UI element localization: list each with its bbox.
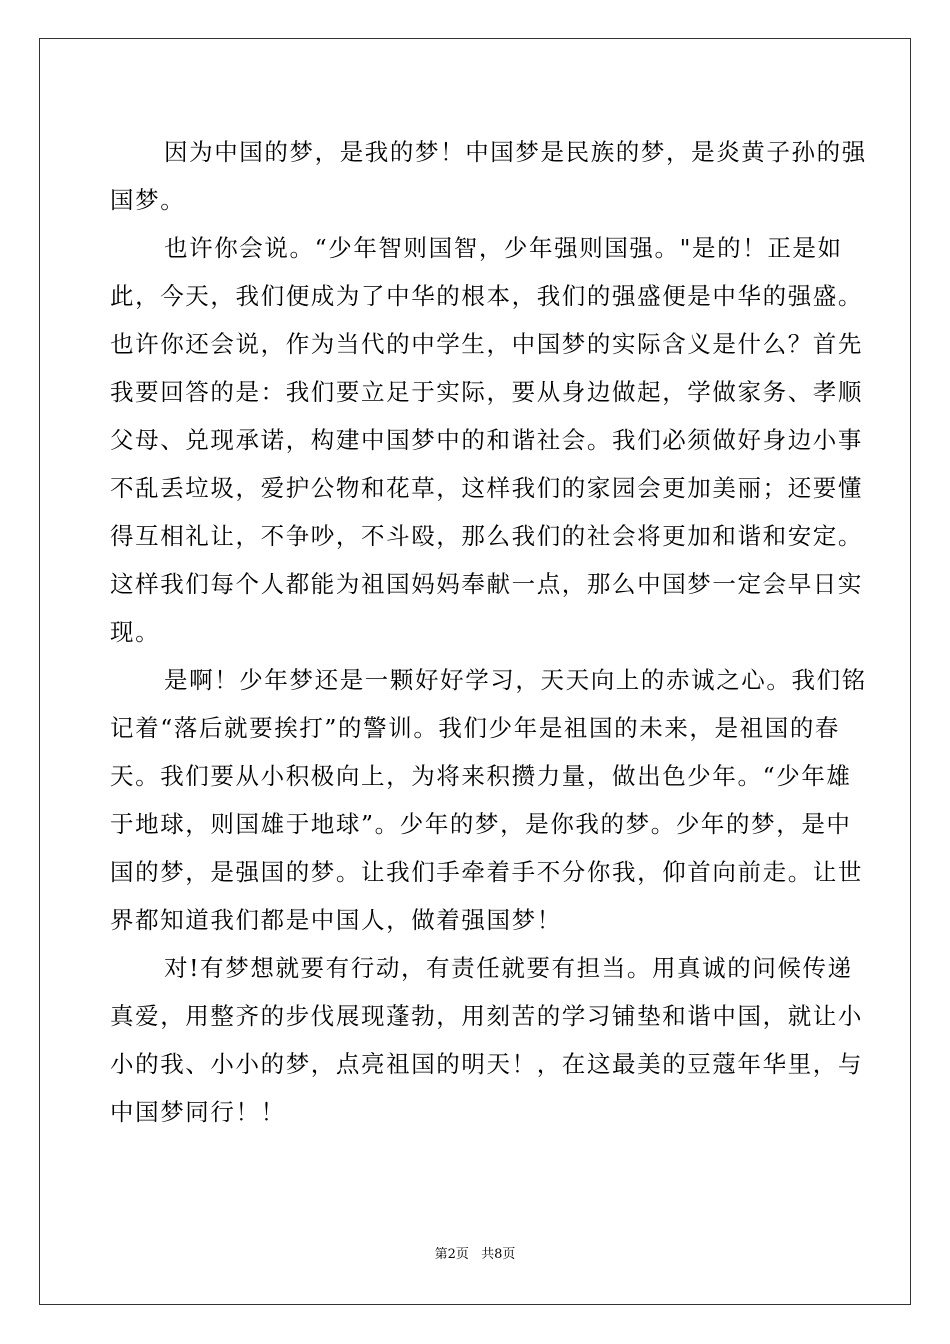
text-line: 此，今天，我们便成为了中华的根本，我们的强盛便是中华的强盛。 [110,282,863,310]
page-number: 第2页 [434,1247,469,1262]
document-body [110,128,867,1136]
text-line: 中国梦同行！！ [110,1098,286,1126]
paragraph-1 [110,128,867,224]
text-line: 因为中国的梦，是我的梦！中国梦是民族的梦，是炎黄子孙的强 [164,138,867,166]
text-line: 国梦。 [110,186,186,214]
text-line: 也许你还会说，作为当代的中学生，中国梦的实际含义是什么？首先 [110,330,863,358]
text-line: 天。我们要从小积极向上，为将来积攒力量，做出色少年。“少年雄 [110,762,852,790]
paragraph-3 [110,656,867,944]
text-line: 真爱，用整齐的步伐展现蓬勃，用刻苦的学习铺垫和谐中国，就让小 [110,1002,863,1030]
paragraph-4 [110,944,863,1136]
text-line: 父母、兑现承诺，构建中国梦中的和谐社会。我们必须做好身边小事 [110,426,863,454]
text-line: 这样我们每个人都能为祖国妈妈奉献一点，那么中国梦一定会早日实 [110,570,863,598]
text-line: 对!有梦想就要有行动，有责任就要有担当。用真诚的问候传递 [164,954,853,982]
paragraph-2 [110,224,863,656]
text-line: 现。 [110,618,161,646]
text-line: 界都知道我们都是中国人，做着强国梦！ [110,906,562,934]
text-line: 我要回答的是：我们要立足于实际，要从身边做起，学做家务、孝顺 [110,378,863,406]
text-line: 小的我、小小的梦，点亮祖国的明天！，在这最美的豆蔻年华里，与 [110,1050,863,1078]
text-line: 得互相礼让，不争吵，不斗殴，那么我们的社会将更加和谐和安定。 [110,522,863,550]
page-total: 共8页 [481,1247,516,1262]
text-line: 不乱丢垃圾，爱护公物和花草，这样我们的家园会更加美丽；还要懂 [110,474,863,502]
page-footer [0,1243,950,1262]
text-line: 于地球，则国雄于地球”。少年的梦，是你我的梦。少年的梦，是中 [110,810,852,838]
text-line: 是啊！少年梦还是一颗好好学习，天天向上的赤诚之心。我们铭 [164,666,867,694]
text-line: 国的梦，是强国的梦。让我们手牵着手不分你我，仰首向前走。让世 [110,858,863,886]
text-line: 记着“落后就要挨打”的警训。我们少年是祖国的未来，是祖国的春 [110,714,841,742]
text-line: 也许你会说。“少年智则国智，少年强则国强。"是的！正是如 [164,234,843,262]
